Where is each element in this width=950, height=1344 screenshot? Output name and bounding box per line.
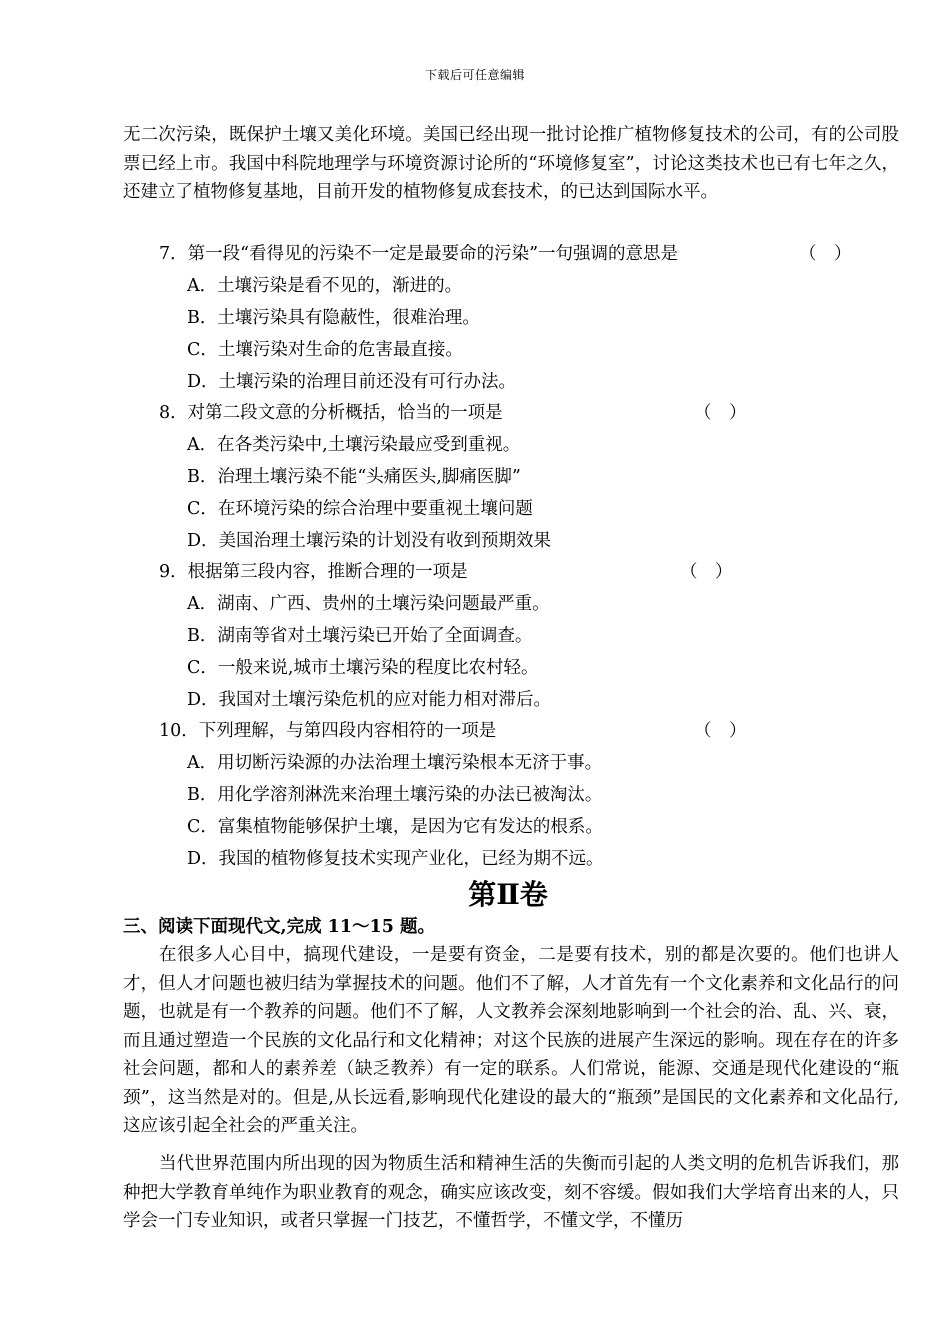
question-9-answer-paren: （ ） [680,562,733,582]
question-8-answer-paren: （ ） [694,403,747,423]
intro-paragraph: 无二次污染，既保护土壤又美化环境。美国已经出现一批讨论推广植物修复技术的公司，有的公司股票已经上市。我国中科院地理学与环境资源讨论所的“环境修复室”，讨论这类技术也已有七年之久，还建立了植物修复基地，目前开发的植物修复成套技术，的已达到国际水平。 [123,125,899,202]
question-10-answer-paren: （ ） [694,721,747,741]
passage-paragraph-1: 在很多人心目中，搞现代建设，一是要有资金，二是要有技术，别的都是次要的。他们也讲人才，但人才问题也被归结为掌握技术的问题。他们不了解，人才首先有一个文化素养和文化品行的问题，也就是有一个教养的问题。他们不了解，人文教养会深刻地影响到一个社会的治、乱、兴、衰，而且通过塑造一个民族的文化品行和文化精神；对这个民族的进展产生深远的影响。现在存在的许多社会问题，都和人的素养差（缺乏教养）有一定的联系。人们常说，能源、交通是现代化建设的“瓶颈”，这当然是对的。但是,从长远看,影响现代化建设的最大的“瓶颈”是国民的文化素养和文化品行,这应该引起全社会的严重关注。 [123,945,899,1136]
section-title: 三、阅读下面现代文,完成 11～15 题。 [123,917,435,937]
question-9-option-c: C．一般来说,城市土壤污染的程度比农村轻。 [187,658,539,678]
question-9-option-d: D．我国对土壤污染危机的应对能力相对滞后。 [187,690,552,710]
question-7-option-d: D．土壤污染的治理目前还没有可行办法。 [187,372,517,392]
question-7-stem: 7．第一段“看得见的污染不一定是最要命的污染”一句强调的意思是 [159,244,679,264]
question-9-option-b: B．湖南等省对土壤污染已开始了全面调查。 [187,626,533,646]
question-10-option-d: D．我国的植物修复技术实现产业化，已经为期不远。 [187,849,604,869]
question-8-stem: 8．对第二段文意的分析概括，恰当的一项是 [159,403,503,423]
question-10-option-b: B．用化学溶剂淋洗来治理土壤污染的办法已被淘汰。 [187,785,603,805]
question-8-option-c: C．在环境污染的综合治理中要重视土壤问题 [187,499,533,519]
question-8-option-b: B．治理土壤污染不能“头痛医头,脚痛医脚” [187,467,521,487]
question-10-option-a: A．用切断污染源的办法治理土壤污染根本无济于事。 [187,753,603,773]
question-9-stem: 9．根据第三段内容，推断合理的一项是 [159,562,468,582]
question-10-stem: 10．下列理解，与第四段内容相符的一项是 [159,721,497,741]
question-9-option-a: A．湖南、广西、贵州的土壤污染问题最严重。 [187,594,550,614]
question-7-option-c: C．土壤污染对生命的危害最直接。 [187,340,463,360]
passage-paragraph-2: 当代世界范围内所出现的因为物质生活和精神生活的失衡而引起的人类文明的危机告诉我们，那种把大学教育单纯作为职业教育的观念，确实应该改变，刻不容缓。假如我们大学培育出来的人，只学会一门专业知识，或者只掌握一门技艺，不懂哲学，不懂文学，不懂历 [123,1154,899,1231]
page-header: 下载后可任意编辑 [424,68,525,82]
question-10-option-c: C．富集植物能够保护土壤，是因为它有发达的根系。 [187,817,603,837]
question-7-answer-paren: （ ） [799,244,852,264]
volume-title: 第Ⅱ卷 [468,878,548,911]
question-7-option-b: B．土壤污染具有隐蔽性，很难治理。 [187,308,480,328]
question-8-option-a: A．在各类污染中,土壤污染最应受到重视。 [187,435,521,455]
question-7-option-a: A．土壤污染是看不见的，渐进的。 [187,276,463,296]
question-8-option-d: D．美国治理土壤污染的计划没有收到预期效果 [187,531,552,551]
